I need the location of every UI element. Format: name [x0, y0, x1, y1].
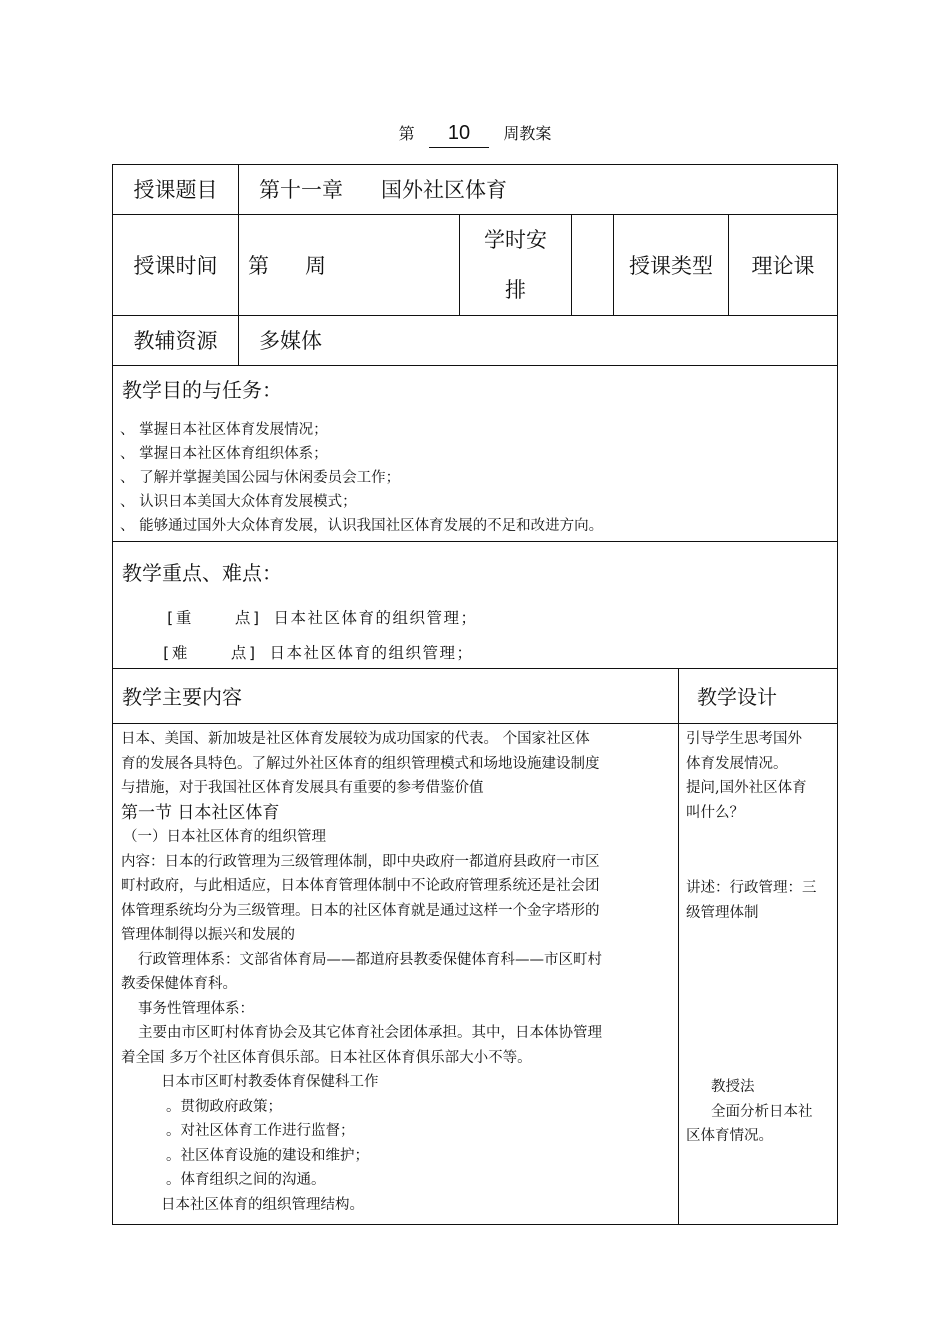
objective-item: 、 了解并掌握美国公园与休闲委员会工作； — [120, 470, 401, 486]
time-value — [248, 214, 326, 315]
col-divider — [238, 164, 239, 365]
design-note-line: 全面分析日本社 — [711, 1103, 813, 1120]
content-line: 管理体制得以振兴和发展的 — [121, 927, 295, 943]
hours-label-line1: 学时安 — [484, 228, 547, 252]
keypoint-tag-close: 点] — [230, 644, 259, 662]
keypoint-item — [161, 641, 474, 663]
objective-item: 、 认识日本美国大众体育发展模式； — [120, 494, 357, 510]
topic-value — [259, 164, 507, 214]
objective-item: 、 掌握日本社区体育组织体系； — [120, 446, 328, 462]
content-line: 育的发展各具特色。了解过外社区体育的组织管理模式和场地设施建设制度 — [121, 755, 600, 772]
content-line: 日本社区体育的组织管理结构。 — [161, 1196, 364, 1213]
keypoint-item — [165, 606, 478, 628]
keypoints-heading: 教学重点、难点： — [122, 561, 282, 585]
list-item: 。对社区体育工作进行监督； — [166, 1123, 355, 1139]
week-suffix: 周 — [305, 253, 326, 278]
design-note-line: 级管理体制 — [686, 904, 759, 921]
design-note — [686, 1075, 834, 1149]
content-line: 教委保健体育科。 — [121, 976, 237, 992]
chapter-title: 国外社区体育 — [381, 178, 507, 202]
type-label: 授课类型 — [629, 253, 713, 278]
hours-label — [460, 224, 571, 304]
keypoint-tag-close: 点] — [234, 609, 263, 627]
header-prefix: 第 — [398, 124, 415, 143]
content-line: 主要由市区町村体育协会及其它体育社会团体承担。其中，日本体协管理 — [138, 1025, 602, 1041]
keypoint-text: 日本社区体育的组织管理； — [273, 609, 478, 627]
list-item: 。体育组织之间的沟通。 — [166, 1172, 326, 1188]
design-note-line: 叫什么？ — [686, 804, 744, 821]
resources-value: 多媒体 — [259, 329, 322, 353]
design-note-line: 教授法 — [711, 1079, 755, 1095]
content-line: 体管理系统均分为三级管理。日本的社区体育就是通过这样一个金字塔形的 — [121, 902, 600, 919]
design-note — [686, 876, 834, 925]
topic-label: 授课题目 — [133, 178, 218, 202]
objective-item: 、 能够通过国外大众体育发展，认识我国社区体育发展的不足和改进方向。 — [120, 518, 604, 534]
design-note-line: 提问,国外社区体育 — [686, 780, 807, 796]
design-note — [686, 727, 834, 825]
objectives-list — [120, 418, 603, 538]
section-title: 第一节 日本社区体育 — [121, 802, 280, 823]
main-content-heading: 教学主要内容 — [122, 685, 242, 709]
main-content — [121, 727, 673, 1217]
content-line: 町村政府，与此相适应，日本体育管理体制中不论政府管理系统还是社会团 — [121, 878, 600, 894]
content-line: 行政管理体系：文部省体育局——都道府县教委保健体育科——市区町村 — [138, 951, 602, 968]
col-divider — [571, 214, 572, 315]
design-note-line: 体育发展情况。 — [686, 755, 788, 772]
design-note-line: 讲述：行政管理：三 — [686, 880, 817, 896]
subsection-title: （一）日本社区体育的组织管理 — [123, 829, 326, 845]
row-divider — [112, 723, 838, 724]
keypoint-tag-open: [重 — [165, 609, 193, 627]
keypoint-tag-open: [难 — [161, 644, 189, 662]
week-prefix: 第 — [248, 253, 269, 278]
page-header — [0, 120, 950, 148]
row-divider — [112, 541, 838, 542]
type-value: 理论课 — [751, 253, 815, 278]
content-line: 日本、美国、新加坡是社区体育发展较为成功国家的代表。 个国家社区体 — [121, 731, 590, 747]
objectives-heading: 教学目的与任务： — [122, 378, 282, 402]
list-item: 。社区体育设施的建设和维护； — [166, 1147, 369, 1164]
design-note-line: 引导学生思考国外 — [686, 731, 802, 747]
row-divider — [112, 365, 838, 366]
header-suffix: 周教案 — [503, 124, 552, 143]
hours-label-line2: 排 — [505, 278, 526, 302]
list-item: 。贯彻政府政策； — [166, 1098, 282, 1115]
keypoint-text: 日本社区体育的组织管理； — [269, 644, 474, 662]
col-divider — [678, 668, 679, 1225]
content-line: 着全国 多万个社区体育俱乐部。日本社区体育俱乐部大小不等。 — [121, 1049, 532, 1066]
chapter-number: 第十一章 — [259, 178, 343, 202]
content-line: 事务性管理体系： — [138, 1000, 254, 1017]
design-heading: 教学设计 — [697, 685, 777, 709]
time-label: 授课时间 — [133, 253, 218, 278]
objective-item: 、 掌握日本社区体育发展情况； — [120, 422, 328, 438]
content-line: 内容：日本的行政管理为三级管理体制，即中央政府一都道府县政府一市区 — [121, 853, 600, 870]
resources-label: 教辅资源 — [133, 329, 218, 353]
content-line: 日本市区町村教委体育保健科工作 — [161, 1074, 379, 1090]
design-note-line: 区体育情况。 — [686, 1128, 773, 1144]
content-line: 与措施，对于我国社区体育发展具有重要的参考借鉴价值 — [121, 780, 484, 796]
week-number: 10 — [429, 122, 489, 148]
